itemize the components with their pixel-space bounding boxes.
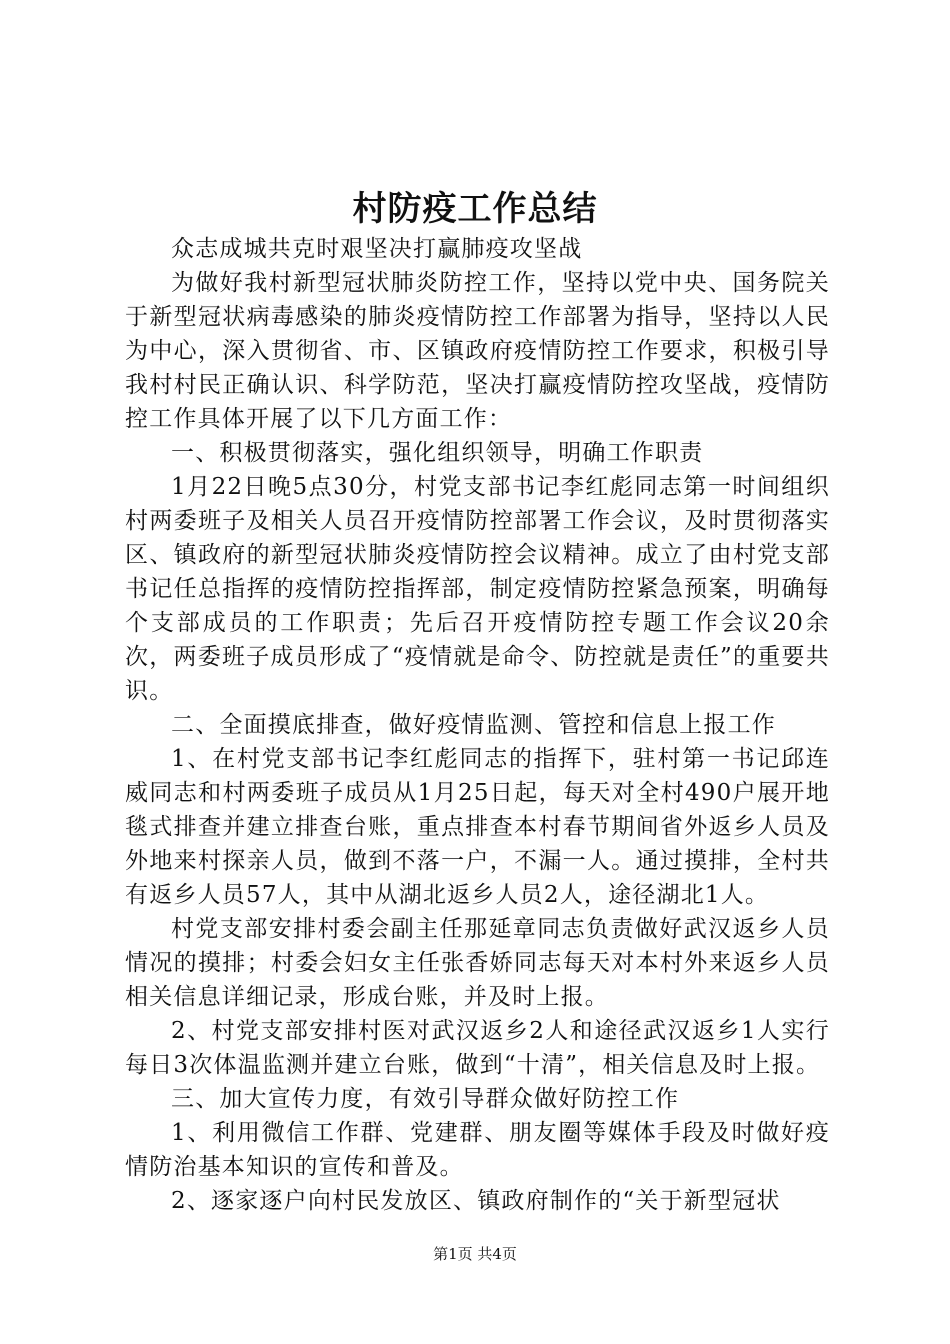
paragraph: 1、在村党支部书记李红彪同志的指挥下，驻村第一书记邱连威同志和村两委班子成员从1月25日起，每天对全村490户展开地毯式排查并建立排查台账，重点排查本村春节期间省外返乡人员及外地来村探亲人员，做到不落一户，不漏一人。通过摸排，全村共有返乡人员57人，其中从湖北返乡人员2人，途径湖北1人。 (125, 746, 830, 908)
paragraph: 2、村党支部安排村医对武汉返乡2人和途径武汉返乡1人实行每日3次体温监测并建立台账，做到“十清”，相关信息及时上报。 (125, 1018, 830, 1078)
document-body (125, 232, 830, 1218)
paragraph: 三、加大宣传力度，有效引导群众做好防控工作 (171, 1086, 680, 1112)
paragraph: 2、逐家逐户向村民发放区、镇政府制作的“关于新型冠状 (171, 1188, 781, 1214)
paragraph: 1月22日晚5点30分，村党支部书记李红彪同志第一时间组织村两委班子及相关人员召开疫情防控部署工作会议，及时贯彻落实区、镇政府的新型冠状肺炎疫情防控会议精神。成立了由村党支部书记任总指挥的疫情防控指挥部，制定疫情防控紧急预案，明确每个支部成员的工作职责；先后召开疫情防控专题工作会议20余次，两委班子成员形成了“疫情就是命令、防控就是责任”的重要共识。 (125, 474, 830, 704)
paragraph: 1、利用微信工作群、党建群、朋友圈等媒体手段及时做好疫情防治基本知识的宣传和普及。 (125, 1120, 830, 1180)
paragraph: 二、全面摸底排查，做好疫情监测、管控和信息上报工作 (171, 712, 776, 738)
page-footer: 第1页 共4页 (433, 1245, 517, 1263)
paragraph: 为做好我村新型冠状肺炎防控工作，坚持以党中央、国务院关于新型冠状病毒感染的肺炎疫情防控工作部署为指导，坚持以人民为中心，深入贯彻省、市、区镇政府疫情防控工作要求，积极引导我村村民正确认识、科学防范，坚决打赢疫情防控攻坚战，疫情防控工作具体开展了以下几方面工作： (125, 270, 830, 432)
paragraph: 众志成城共克时艰坚决打赢肺疫攻坚战 (171, 236, 583, 262)
paragraph: 村党支部安排村委会副主任那延章同志负责做好武汉返乡人员情况的摸排；村委会妇女主任张香娇同志每天对本村外来返乡人员相关信息详细记录，形成台账，并及时上报。 (125, 916, 830, 1010)
paragraph: 一、积极贯彻落实，强化组织领导，明确工作职责 (171, 440, 704, 466)
document-title: 村防疫工作总结 (352, 189, 598, 229)
